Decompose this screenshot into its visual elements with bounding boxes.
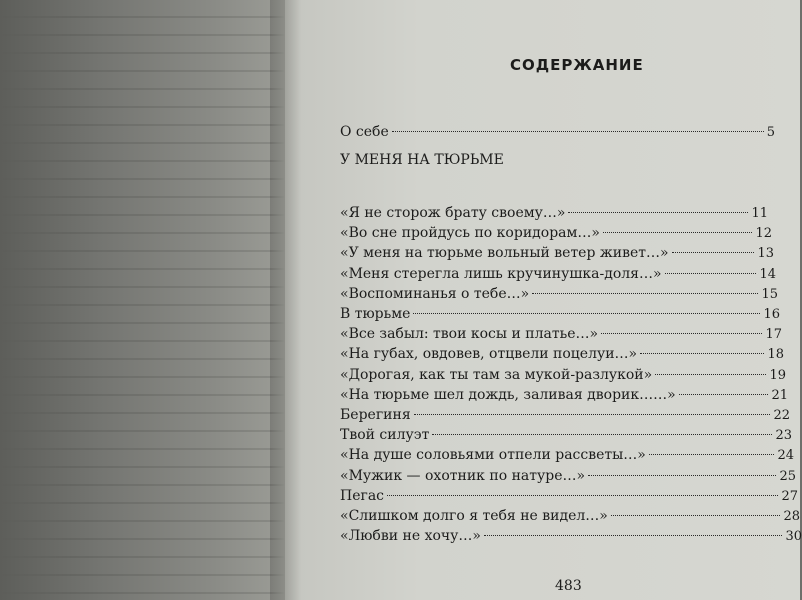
toc-entry-page: 25 <box>779 468 796 484</box>
toc-entry-title: «Дорогая, как ты там за мукой-разлукой» <box>340 366 653 383</box>
toc-entry-page: 28 <box>783 509 800 524</box>
toc-row <box>340 243 774 263</box>
toc-entry-page: 15 <box>761 286 778 302</box>
toc-entry-page: 16 <box>763 307 780 322</box>
toc-entry-page: 23 <box>775 428 792 444</box>
dot-leader <box>649 454 775 455</box>
dot-leader <box>611 515 781 516</box>
toc-entry-page: 18 <box>767 347 784 363</box>
toc-row <box>340 445 794 465</box>
toc-entry-page: 19 <box>769 367 786 383</box>
dot-leader <box>568 212 748 213</box>
toc-row <box>340 223 772 243</box>
toc-entry-page: 30 <box>785 529 802 545</box>
toc-row-preface <box>340 122 775 142</box>
toc-row <box>340 486 798 506</box>
toc-entry-title: «Любви не хочу…» <box>340 528 481 545</box>
toc-row <box>340 506 800 526</box>
dot-leader <box>665 273 757 274</box>
section-heading: У МЕНЯ НА ТЮРЬМЕ <box>340 152 504 168</box>
dot-leader <box>655 374 766 375</box>
toc-entry-title: «Слишком долго я тебя не видел…» <box>340 508 608 524</box>
toc-entry-page: 24 <box>777 448 794 464</box>
toc-entry-title: «На губах, овдовев, отцвели поцелуи…» <box>340 346 638 363</box>
dot-leader <box>484 535 782 536</box>
toc-row <box>340 203 768 223</box>
toc-row <box>340 526 802 546</box>
dot-leader <box>588 475 776 476</box>
left-page-text-shadow <box>0 0 285 600</box>
page-number: 483 <box>555 578 582 594</box>
dot-leader <box>679 394 769 395</box>
toc-entry-page: 5 <box>766 125 775 140</box>
toc-row <box>340 284 778 304</box>
toc-entry-title: Берегиня <box>340 407 411 423</box>
dot-leader <box>672 252 755 253</box>
toc-entry-title: «На тюрьме шел дождь, заливая дворик……» <box>340 386 676 403</box>
toc-entry-title: О себе <box>340 124 389 140</box>
toc-row <box>340 304 780 324</box>
dot-leader <box>414 414 771 415</box>
dot-leader <box>392 131 764 132</box>
toc-entry-page: 14 <box>759 266 776 282</box>
toc-entry-title: «На душе соловьями отпели рассветы…» <box>340 447 646 464</box>
toc-row <box>340 324 782 344</box>
toc-entry-title: Твой силуэт <box>340 427 430 444</box>
toc-entry-page: 12 <box>755 226 772 242</box>
toc-entry-page: 11 <box>751 206 768 221</box>
toc-row <box>340 344 784 364</box>
toc-entry-title: «Воспоминанья о тебе…» <box>340 285 530 302</box>
toc-row <box>340 405 790 425</box>
left-page <box>0 0 285 600</box>
dot-leader <box>601 333 762 334</box>
toc-entry-title: Пегас <box>340 487 385 504</box>
toc-entry-title: В тюрьме <box>340 306 411 322</box>
dot-leader <box>603 232 752 233</box>
dot-leader <box>387 495 778 496</box>
toc-entry-title: «Мужик — охотник по натуре…» <box>340 467 586 484</box>
toc-entry-page: 13 <box>757 246 774 262</box>
toc-entry-page: 22 <box>773 408 790 423</box>
toc-row <box>340 365 786 385</box>
toc-entry-page: 21 <box>771 387 788 403</box>
toc-entry-title: «Меня стерегла лишь кручинушка-доля…» <box>340 265 662 282</box>
toc-entry-title: «Во сне пройдусь по коридорам…» <box>340 225 600 242</box>
toc-entry-title: «У меня на тюрьме вольный ветер живет…» <box>340 245 669 262</box>
toc-entry-title: «Все забыл: твои косы и платье…» <box>340 326 599 343</box>
dot-leader <box>432 434 772 435</box>
toc-row <box>340 425 792 445</box>
toc-row <box>340 385 788 405</box>
dot-leader <box>413 313 760 314</box>
toc-entry-title: «Я не сторож брату своему…» <box>340 205 566 221</box>
toc-row <box>340 466 796 486</box>
toc-entry-page: 27 <box>781 488 798 504</box>
page-title: СОДЕРЖАНИЕ <box>510 56 644 74</box>
toc-row <box>340 264 776 284</box>
dot-leader <box>640 353 764 354</box>
toc-entry-page: 17 <box>765 327 782 343</box>
dot-leader <box>532 293 758 294</box>
contents-page <box>300 0 800 600</box>
